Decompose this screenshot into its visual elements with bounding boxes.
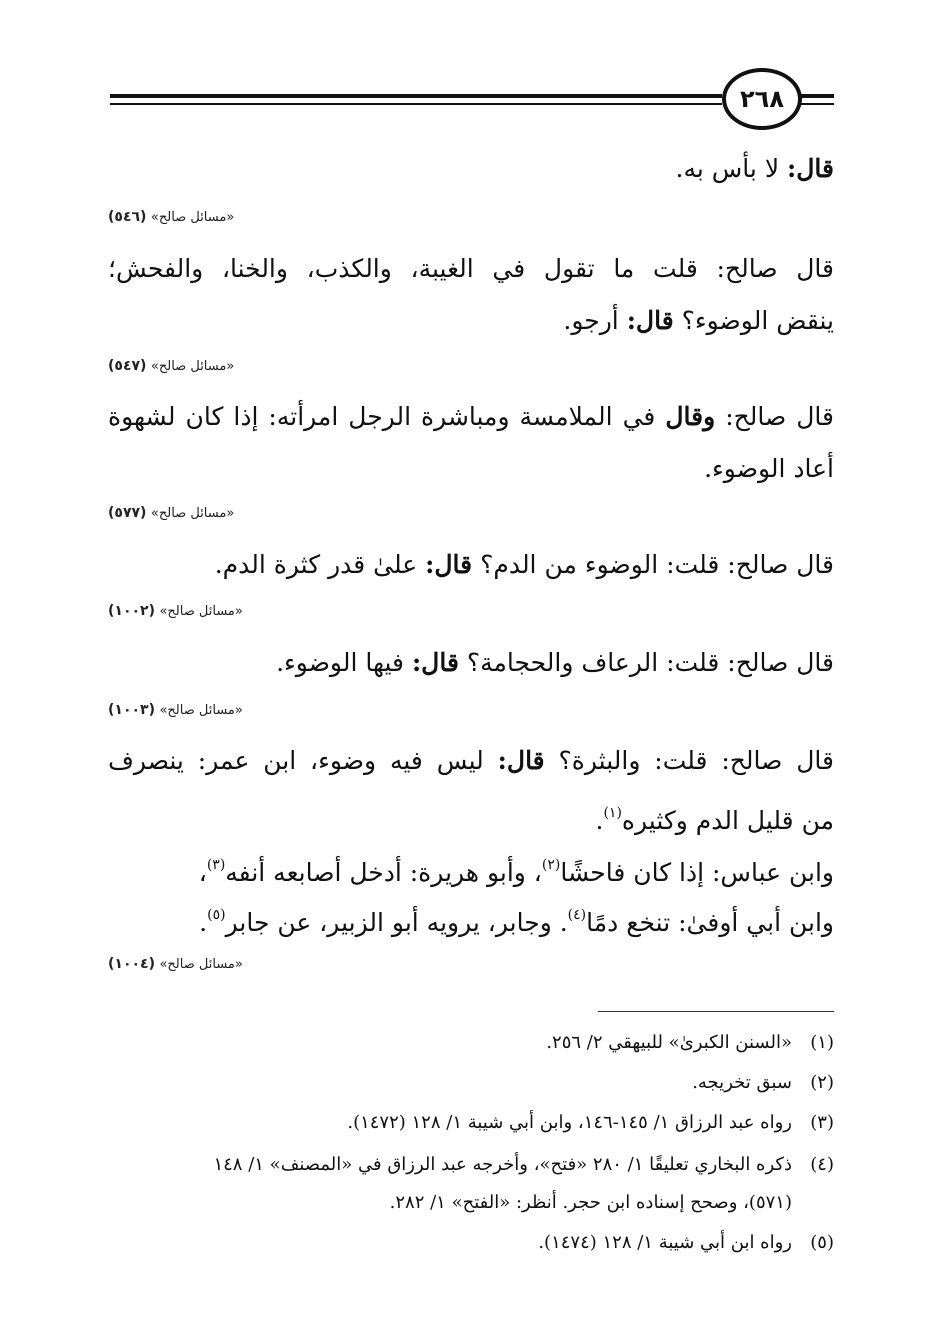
page-number: ٢٦٨ — [722, 68, 802, 130]
text-line: ينقض الوضوء؟ قال: أرجو. — [563, 306, 834, 335]
text-line: قال صالح: قلت ما تقول في الغيبة، والكذب، والخنا، والفحش؛ — [108, 254, 834, 283]
footnote: (٤)ذكره البخاري تعليقًا ١/ ٢٨٠ «فتح»، وأخرجه عبد الرزاق في «المصنف» ١/ ١٤٨ — [213, 1154, 834, 1175]
footnote: (٣)رواه عبد الرزاق ١/ ١٤٥-١٤٦، وابن أبي شيبة ١/ ١٢٨ (١٤٧٢). — [347, 1112, 834, 1133]
source-reference: «مسائل صالح» (٥٤٧) — [108, 358, 235, 374]
text-line: قال صالح: قلت: والبثرة؟ قال: ليس فيه وضوء، ابن عمر: ينصرف — [108, 746, 834, 775]
source-reference: «مسائل صالح» (١٠٠٣) — [108, 702, 243, 718]
footnote-marker: (٣) — [206, 857, 226, 873]
footnote-marker: (٤) — [567, 907, 587, 923]
footnote: (١)«السنن الكبرىٰ» للبيهقي ٢/ ٢٥٦. — [546, 1032, 834, 1053]
header-rule — [110, 94, 722, 98]
text-line: قال: لا بأس به. — [675, 154, 834, 183]
source-reference: «مسائل صالح» (١٠٠٢) — [108, 603, 243, 619]
source-reference: «مسائل صالح» (٥٤٦) — [108, 209, 235, 225]
header-rule-right — [800, 94, 834, 98]
header-rule-right-thin — [800, 103, 834, 105]
page-header — [110, 68, 834, 132]
source-reference: «مسائل صالح» (١٠٠٤) — [108, 956, 243, 972]
text-line: قال صالح: قلت: الرعاف والحجامة؟ قال: فيها الوضوء. — [276, 648, 834, 677]
footnote: (٥)رواه ابن أبي شيبة ١/ ١٢٨ (١٤٧٤). — [538, 1232, 834, 1253]
text-line: وابن عباس: إذا كان فاحشًا$^{(٢)}$، وأبو هريرة: أدخل أصابعه أنفه$^{(٣)}$، — [198, 857, 834, 887]
footnote-continuation: (٥٧١)، وصحح إسناده ابن حجر. أنظر: «الفتح» ١/ ٢٨٢. — [389, 1192, 792, 1213]
footnote-separator — [598, 1011, 834, 1012]
text-line: قال صالح: قلت: الوضوء من الدم؟ قال: علىٰ قدر كثرة الدم. — [214, 550, 834, 579]
footnote-marker: (١) — [603, 805, 622, 821]
text-line: أعاد الوضوء. — [704, 454, 834, 483]
footnote-marker: (٥) — [207, 907, 226, 923]
text-line: وابن أبي أوفىٰ: تنخع دمًا$^{(٤)}$. وجابر، يرويه أبو الزبير، عن جابر$^{(٥)}$. — [199, 907, 834, 937]
source-reference: «مسائل صالح» (٥٧٧) — [108, 505, 235, 521]
text-line: قال صالح: وقال في الملامسة ومباشرة الرجل امرأته: إذا كان لشهوة — [108, 402, 834, 431]
footnote: (٢)سبق تخريجه. — [692, 1072, 834, 1093]
text-line: من قليل الدم وكثيره$^{(١)}$. — [595, 805, 834, 835]
header-rule-thin — [110, 103, 722, 105]
footnote-marker: (٢) — [541, 857, 561, 873]
